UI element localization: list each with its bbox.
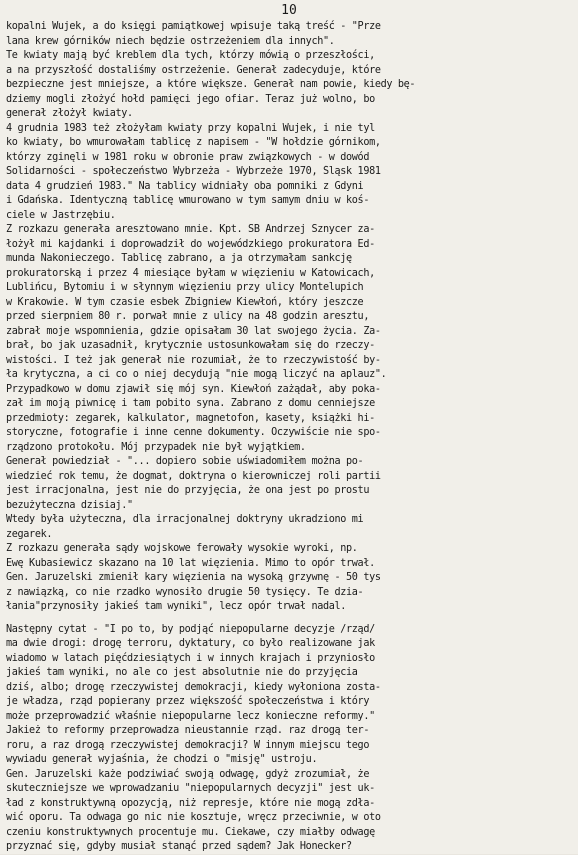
- text-line: storyczne, fotografie i inne cenne dokumenty. Oczywiście nie spo-: [6, 427, 381, 438]
- text-line: Wtedy była użyteczna, dla irracjonalnej doktryny ukradziono mi: [6, 514, 364, 525]
- text-line: wiedzieć rok temu, że dogmat, doktryna o kierowniczej roli partii: [6, 470, 381, 482]
- text-line: zał im moją piwnicę i tam pobito syna. Zabrano z domu cenniejsze: [6, 398, 375, 409]
- text-line: Gen. Jaruzelski każe podziwiać swoją odwagę, gdyż zrozumiał, że: [6, 768, 370, 780]
- text-line: Z rozkazu generała aresztowano mnie. Kpt. SB Andrzej Sznycer za-: [6, 224, 375, 235]
- text-line: zegarek.: [6, 528, 53, 540]
- text-line: brał, bo jak uzasadnił, krytycznie ustosunkowałam się do rzeczy-: [6, 340, 375, 351]
- text-line: może przeprowadzić właśnie niepopularne lecz konieczne reformy.": [6, 710, 375, 722]
- text-line: Ewę Kubasiewicz skazano na 10 lat więzienia. Mimo to opór trwał.: [6, 557, 375, 569]
- text-line: Lublińcu, Bytomiu i w słynnym więzieniu przy ulicy Montelupich: [6, 282, 364, 293]
- page-number: 10: [281, 3, 297, 18]
- text-line: przed sierpniem 80 r. porwał mnie z ulicy na 48 godzin aresztu,: [6, 311, 370, 322]
- text-line: Solidarności - społeczeństwo Wybrzeża - Wybrzeże 1970, Śląsk 1981: [6, 166, 381, 177]
- text-line: łożył mi kajdanki i doprowadził do wojewódzkiego prokuratora Ed-: [6, 238, 375, 250]
- text-line: Generał powiedział - "... dopiero sobie uświadomiłem można po-: [6, 456, 364, 467]
- text-line: data 4 grudzień 1983." Na tablicy widniały oba pomniki z Gdyni: [6, 180, 364, 192]
- text-line: lana krew górników niech będzie ostrzeżeniem dla innych".: [6, 35, 335, 47]
- text-line: jest irracjonalna, jest nie do przyjęcia, że ona jest po prostu: [6, 485, 370, 496]
- text-line: ła krytyczna, a ci co o niej decydują "nie mogą liczyć na aplauz".: [6, 369, 387, 380]
- text-line: czeniu konstruktywnych procentuje mu. Ciekawe, czy miałby odwagę: [6, 826, 375, 838]
- text-line: bezużyteczna dzisiaj.": [6, 499, 133, 511]
- text-line: prokuratorską i przez 4 miesiące byłam w więzieniu w Katowicach,: [6, 267, 375, 279]
- text-body: [6, 20, 572, 855]
- text-line: dziemy mogli złożyć hołd pamięci jego ofiar. Teraz już wolno, bo: [6, 93, 375, 105]
- text-line: przyznać się, gdyby musiał stanąć przed sądem? Jak Honecker?: [6, 841, 352, 852]
- text-line: Z rozkazu generała sądy wojskowe ferowały wysokie wyroki, np.: [6, 543, 358, 554]
- text-line: Przypadkowo w domu zjawił się mój syn. Kiewłoń zażądał, aby poka-: [6, 383, 381, 395]
- text-line: roru, a raz drogą rzeczywistej demokracji? W innym miejscu tego: [6, 739, 370, 751]
- text-line: wiadomo w latach pięćdziesiątych i w innych krajach i przyniosło: [6, 652, 375, 664]
- text-line: munda Nakonieczego. Tablicę zabrano, a ja otrzymałam sankcję: [6, 253, 352, 264]
- text-line: dziś, albo; drogę rzeczywistej demokracji, kiedy wyłoniona zosta-: [6, 681, 381, 693]
- text-line: kopalni Wujek, a do księgi pamiątkowej wpisuje taką treść - "Prze: [6, 21, 381, 32]
- text-line: w Krakowie. W tym czasie esbek Zbigniew Kiewłoń, który jeszcze: [6, 296, 364, 308]
- text-line: i Gdańska. Identyczną tablicę wmurowano w tym samym dniu w koś-: [6, 195, 370, 206]
- text-line: skuteczniejsze we wprowadzaniu "niepopularnych decyzji" jest uk-: [6, 783, 375, 794]
- text-line: ład z konstruktywną opozycją, niż represje, które nie mogą zdła-: [6, 797, 375, 809]
- text-line: z nawiązką, co nie rzadko wynosiło drugie 50 tysięcy. Te dzia-: [6, 586, 364, 598]
- text-line: którzy zginęli w 1981 roku w obronie praw związkowych - w dowód: [6, 151, 370, 163]
- text-line: Następny cytat - "I po to, by podjąć niepopularne decyzje /rząd/: [6, 623, 375, 635]
- text-line: generał złożył kwiaty.: [6, 108, 133, 119]
- text-line: ma dwie drogi: drogę terroru, dyktatury, co było realizowane jak: [6, 638, 375, 649]
- text-line: wywiadu generał wyjaśnia, że chodzi o "misję" ustroju.: [6, 754, 318, 765]
- text-line: a na przyszłość dostaliśmy ostrzeżenie. Generał zadecyduje, które: [6, 64, 381, 76]
- text-line: Gen. Jaruzelski zmienił kary więzienia na wysoką grzywnę - 50 tys: [6, 572, 381, 583]
- paragraph-gap: [6, 615, 572, 623]
- text-line: bezpieczne jest mniejsze, a które większe. Generał nam powie, kiedy bę-: [6, 79, 416, 90]
- text-line: łania"przynosiły jakieś tam wyniki", lecz opór trwał nadal.: [6, 601, 347, 612]
- text-line: wić oporu. Ta odwaga go nic nie kosztuje, wręcz przeciwnie, w oto: [6, 812, 381, 823]
- text-line: jakieś tam wyniki, no ale co jest absolutnie nie do przyjęcia: [6, 667, 358, 678]
- text-line: Jakież to reformy przeprowadza nieustannie rząd. raz drogą ter-: [6, 725, 370, 736]
- text-line: zabrał moje wspomnienia, gdzie opisałam 30 lat swojego życia. Za-: [6, 325, 381, 337]
- text-line: przedmioty: zegarek, kalkulator, magnetofon, kasety, książki hi-: [6, 412, 375, 424]
- text-line: Te kwiaty mają być kreblem dla tych, którzy mówią o przeszłości,: [6, 50, 375, 61]
- text-line: wistości. I też jak generał nie rozumiał, że to rzeczywistość by-: [6, 354, 381, 366]
- text-line: ko kwiaty, bo wmurowałam tablicę z napisem - "W hołdzie górnikom,: [6, 137, 381, 148]
- text-line: 4 grudnia 1983 też złożyłam kwiaty przy kopalni Wujek, i nie tyl: [6, 122, 375, 134]
- text-line: je władza, rząd popierany przez większość społeczeństwa i który: [6, 696, 370, 707]
- text-line: ciele w Jastrzębiu.: [6, 209, 116, 221]
- text-line: rządzono protokołu. Mój przypadek nie był wyjątkiem.: [6, 441, 306, 453]
